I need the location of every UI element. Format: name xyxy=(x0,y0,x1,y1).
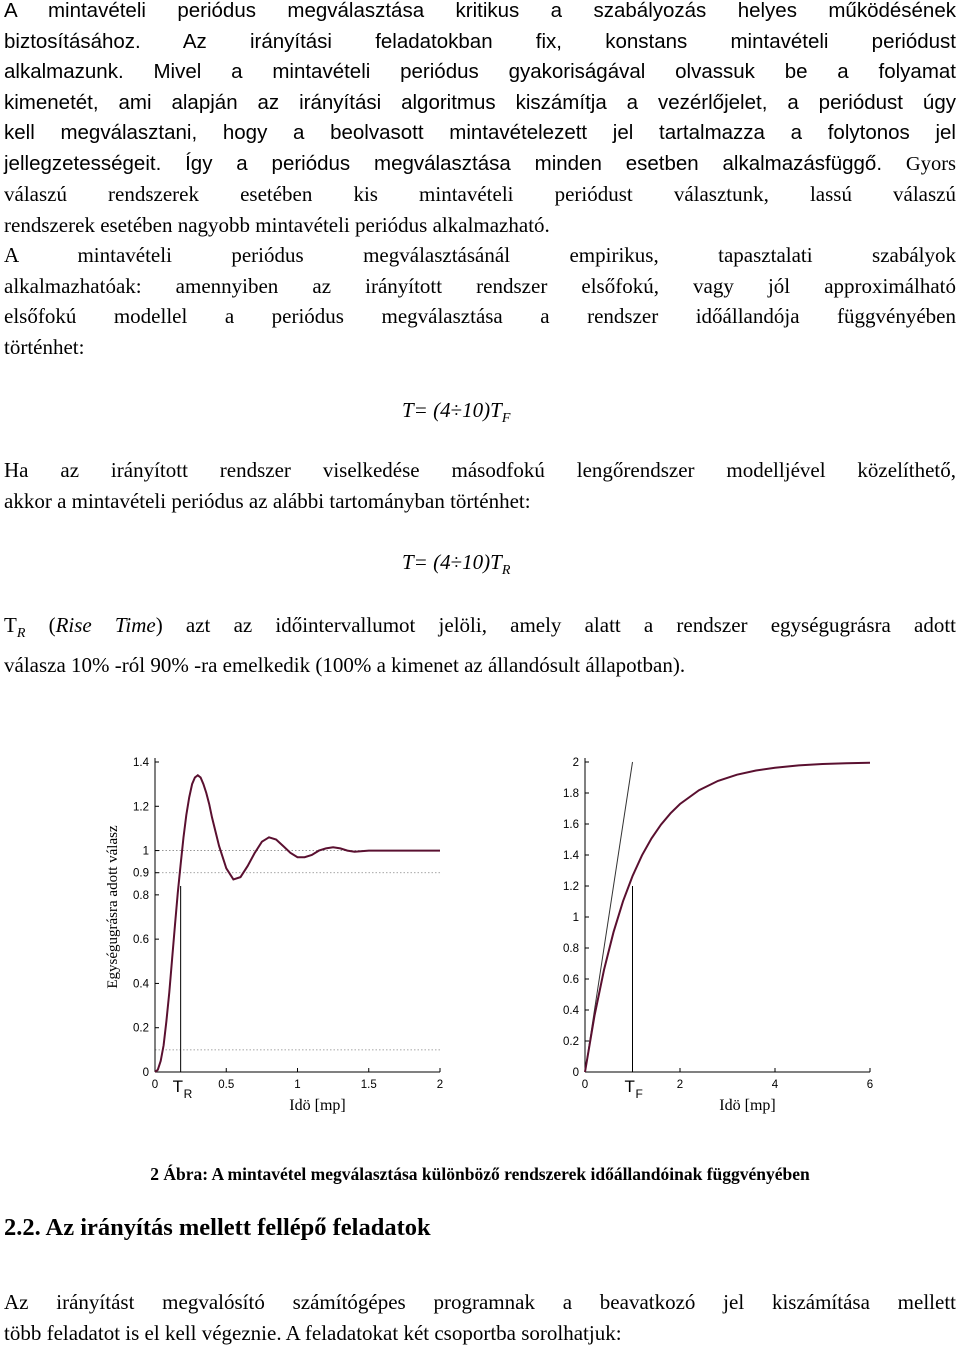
y-tick-label: 1.2 xyxy=(563,881,579,893)
text-line: válasza 10% -ról 90% -ra emelkedik (100% a kimenet az állandósult állapotban). xyxy=(4,650,956,681)
paragraph-response-speed xyxy=(4,179,956,240)
y-tick-label: 0.4 xyxy=(563,1005,580,1017)
text-line: akkor a mintavételi periódus az alábbi tartományban történhet: xyxy=(4,486,956,517)
paragraph2-start: Gyors xyxy=(906,153,956,175)
chart-first-order-response xyxy=(563,757,873,1114)
x-tick-label: 1 xyxy=(294,1079,300,1091)
text-line: kimenetét, ami alapján az irányítási algoritmus kiszámítja a vezérlőjelet, a periódust úgy xyxy=(4,88,956,119)
y-tick-label: 1.8 xyxy=(563,788,579,800)
text-line: történhet: xyxy=(4,332,956,363)
equation-lhs: T= (4 xyxy=(402,550,451,574)
y-tick-label: 1 xyxy=(143,846,149,858)
text-line: Az irányítást megvalósító számítógépes programnak a beavatkozó jel kiszámítása mellett xyxy=(4,1287,956,1318)
x-tick-label: 1.5 xyxy=(361,1079,377,1091)
x-tick-label: 2 xyxy=(437,1079,443,1091)
x-axis-label: Idö [mp] xyxy=(289,1097,345,1114)
text-line: válaszú rendszerek esetében kis mintavételi periódust választunk, lassú válaszú xyxy=(4,179,956,210)
text-line: rendszerek esetében nagyobb mintavételi periódus alkalmazható. xyxy=(4,210,956,241)
marker-subscript: R xyxy=(184,1087,193,1101)
x-tick-label: 6 xyxy=(867,1079,873,1091)
y-tick-label: 1.4 xyxy=(133,757,150,769)
y-tick-label: 2 xyxy=(573,757,579,769)
response-curve xyxy=(585,763,870,1072)
paragraph-tasks xyxy=(4,1287,956,1348)
chart-second-order-response xyxy=(105,757,443,1114)
x-tick-label: 0 xyxy=(582,1079,588,1091)
text-line: Ha az irányított rendszer viselkedése másodfokú lengőrendszer modelljével közelíthető, xyxy=(4,455,956,486)
y-tick-label: 0.8 xyxy=(133,890,149,902)
equation-first-order xyxy=(402,398,510,427)
text-line: A mintavételi periódus megválasztásánál empirikus, tapasztalati szabályok xyxy=(4,240,956,271)
figure-step-responses xyxy=(0,740,960,1160)
y-tick-label: 0.2 xyxy=(133,1023,149,1035)
rise-time-definition: ) azt az időintervallumot jelöli, amely alatt a rendszer egységugrásra adott xyxy=(156,613,956,637)
equation-subscript: F xyxy=(502,411,511,426)
y-tick-label: 1.6 xyxy=(563,819,579,831)
paragraph-sampling-intro xyxy=(4,0,956,179)
divide-sign: ÷ xyxy=(451,550,463,574)
figure-caption: 2 Ábra: A mintavétel megválasztása különböző rendszerek időállandóinak függvényében xyxy=(0,1164,960,1185)
x-axis-label: Idö [mp] xyxy=(719,1097,775,1114)
text-line: A mintavételi periódus megválasztása kritikus a szabályozás helyes működésének xyxy=(4,0,956,27)
divide-sign: ÷ xyxy=(451,398,463,422)
response-curve xyxy=(155,775,440,1072)
y-axis-label: Egységugrásra adott válasz xyxy=(105,825,121,989)
y-tick-label: 0.2 xyxy=(563,1036,579,1048)
paragraph-empirical-rules xyxy=(4,240,956,362)
equation-rhs: 10)T xyxy=(462,398,502,422)
paragraph1-last: jellegzetességeit. Így a periódus megválasztása minden esetben alkalmazásfüggő. xyxy=(4,152,882,175)
tr-symbol: T xyxy=(4,613,17,637)
y-tick-label: 1.2 xyxy=(133,801,149,813)
equation-lhs: T= (4 xyxy=(402,398,451,422)
equation-subscript: R xyxy=(502,563,511,578)
marker-label: T xyxy=(173,1077,183,1096)
paragraph-rise-time xyxy=(4,610,956,680)
text-line: több feladatot is el kell végeznie. A feladatokat két csoportba sorolhatjuk: xyxy=(4,1318,956,1348)
x-tick-label: 4 xyxy=(772,1079,779,1091)
x-tick-label: 0 xyxy=(152,1079,158,1091)
equation-second-order xyxy=(402,550,510,579)
y-tick-label: 1 xyxy=(573,912,579,924)
marker-subscript: F xyxy=(636,1087,643,1101)
x-tick-label: 0.5 xyxy=(218,1079,234,1091)
text-line: $T_R$ (Rise Time) azt az időintervallumot jelöli, amely alatt a rendszer egységugrásra adott xyxy=(4,610,956,650)
y-tick-label: 0.6 xyxy=(133,934,149,946)
y-tick-label: 0 xyxy=(573,1067,579,1079)
y-tick-label: 0.9 xyxy=(133,868,149,880)
y-tick-label: 1.4 xyxy=(563,850,580,862)
marker-label: T xyxy=(625,1077,635,1096)
text-line: kell megválasztani, hogy a beolvasott mintavételezett jel tartalmazza a folytonos jel xyxy=(4,118,956,149)
paragraph-second-order xyxy=(4,455,956,516)
text-line: elsőfokú modellel a periódus megválasztása a rendszer időállandója függvényében xyxy=(4,301,956,332)
section-heading: 2.2. Az irányítás mellett fellépő feladatok xyxy=(4,1214,431,1242)
text-line: alkalmazunk. Mivel a mintavételi periódus gyakoriságával olvassuk be a folyamat xyxy=(4,57,956,88)
text-line xyxy=(4,27,956,58)
tr-subscript: R xyxy=(17,626,26,641)
text-line: alkalmazhatóak: amennyiben az irányított rendszer elsőfokú, vagy jól approximálható xyxy=(4,271,956,302)
y-tick-label: 0 xyxy=(143,1067,149,1079)
x-tick-label: 2 xyxy=(677,1079,683,1091)
equation-rhs: 10)T xyxy=(462,550,502,574)
y-tick-label: 0.8 xyxy=(563,943,579,955)
text-line xyxy=(4,149,956,180)
text-line-1: biztosításához. Az irányítási feladatokban fix, konstans mintavételi periódust xyxy=(4,30,956,53)
y-tick-label: 0.4 xyxy=(133,978,150,990)
rise-time-term: Rise Time xyxy=(56,613,156,637)
y-tick-label: 0.6 xyxy=(563,974,579,986)
